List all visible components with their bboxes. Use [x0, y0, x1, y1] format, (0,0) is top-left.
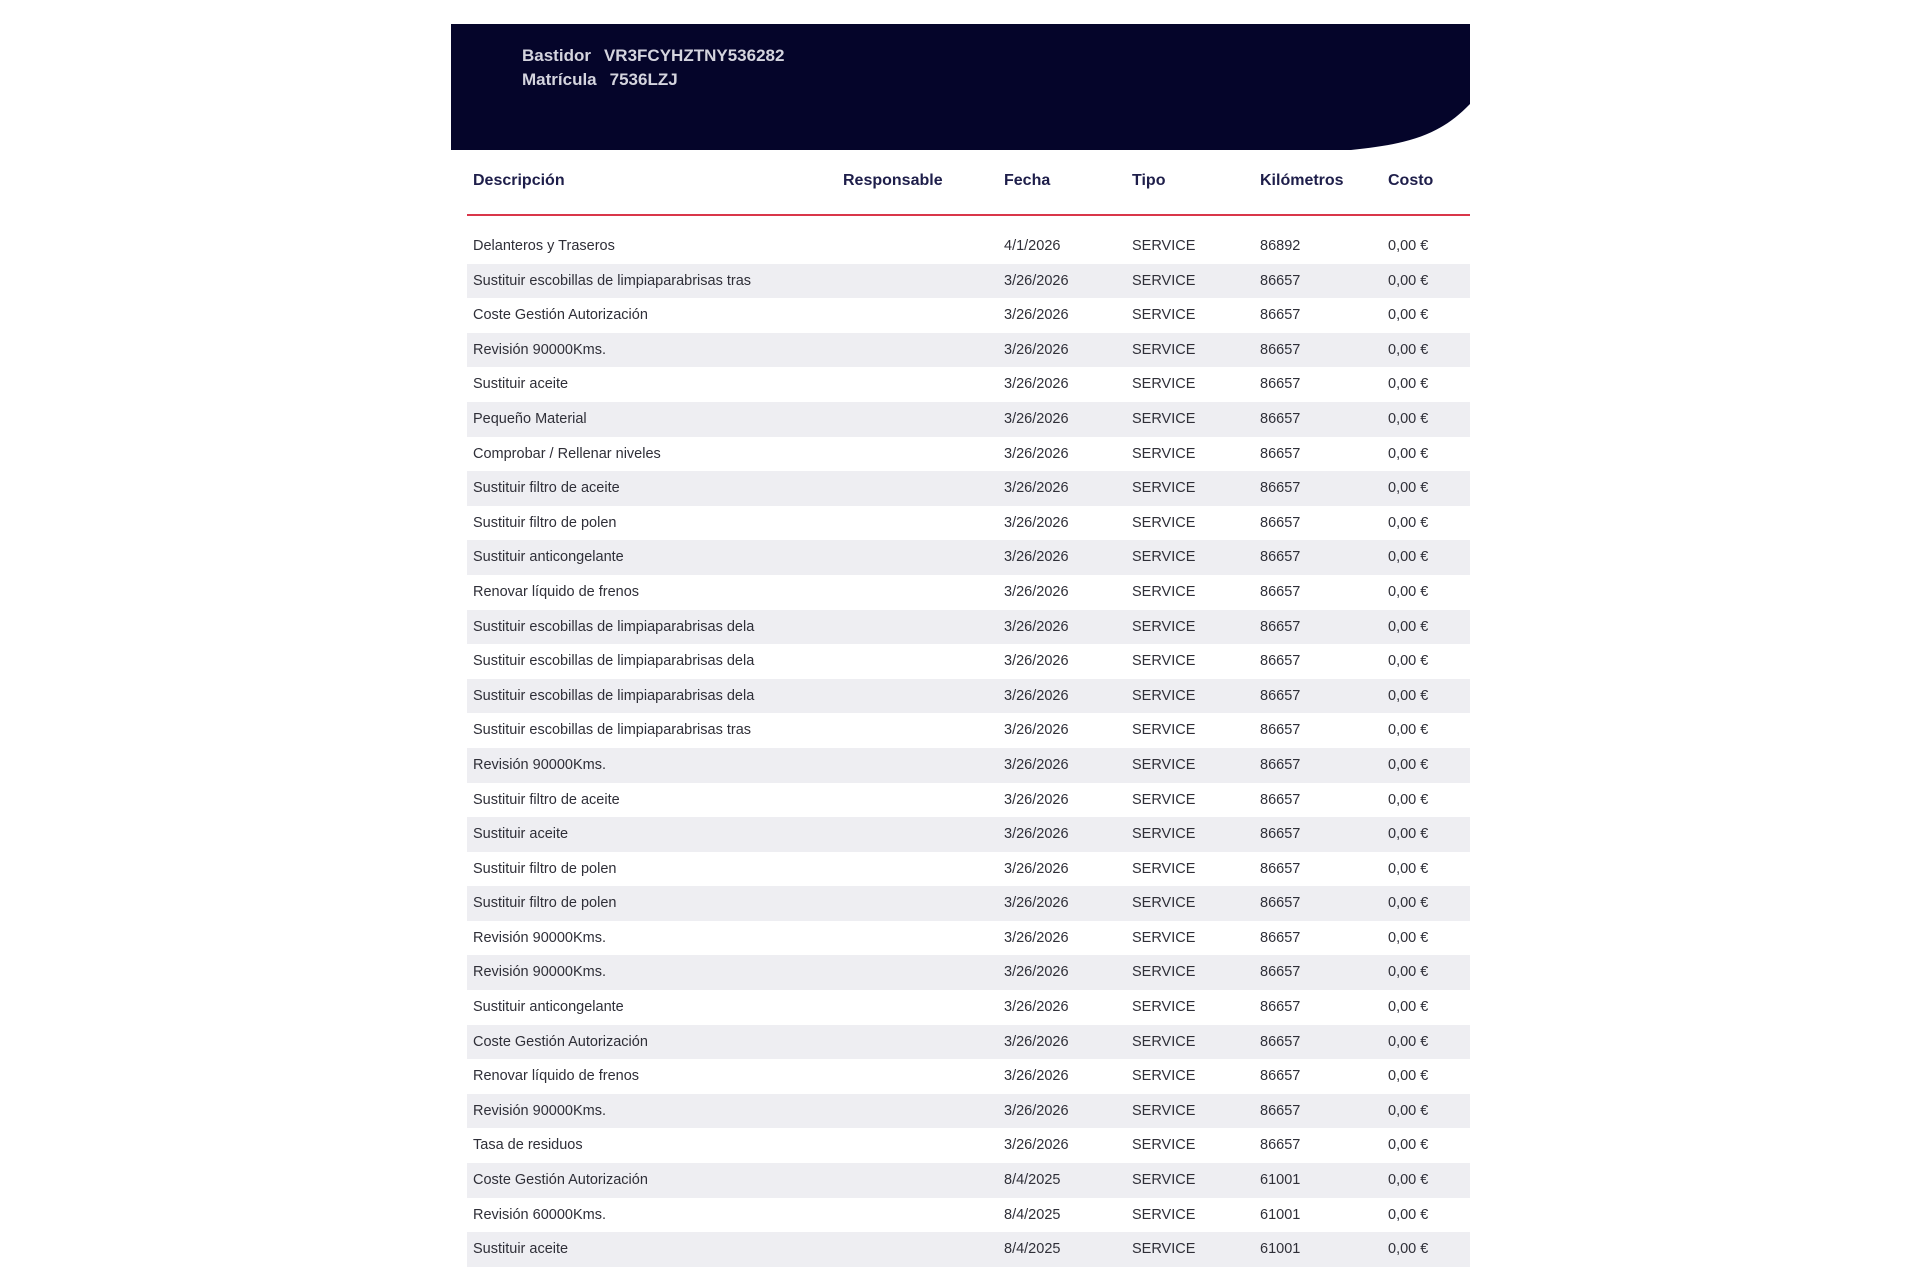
column-header-tipo: Tipo	[1132, 172, 1166, 189]
cell-fecha: 8/4/2025	[1004, 1206, 1061, 1223]
cell-fecha: 3/26/2026	[1004, 341, 1069, 358]
cell-fecha: 3/26/2026	[1004, 445, 1069, 462]
cell-descripcion: Sustituir escobillas de limpiaparabrisas tras	[473, 722, 752, 739]
cell-fecha: 3/26/2026	[1004, 929, 1069, 946]
cell-kilometros: 86657	[1260, 999, 1301, 1016]
cell-tipo: SERVICE	[1132, 1102, 1196, 1119]
cell-kilometros: 86657	[1260, 756, 1301, 773]
cell-descripcion: Sustituir escobillas de limpiaparabrisas dela	[473, 653, 755, 670]
cell-descripcion: Revisión 90000Kms.	[473, 964, 606, 981]
cell-costo: 0,00 €	[1388, 341, 1429, 358]
cell-kilometros: 86657	[1260, 791, 1301, 808]
cell-tipo: SERVICE	[1132, 549, 1196, 566]
cell-descripcion: Sustituir escobillas de limpiaparabrisas tras	[473, 272, 752, 289]
cell-costo: 0,00 €	[1388, 1137, 1429, 1154]
bastidor-label: Bastidor	[522, 46, 591, 65]
cell-kilometros: 86657	[1260, 480, 1301, 497]
cell-descripcion: Revisión 90000Kms.	[473, 1102, 606, 1119]
cell-tipo: SERVICE	[1132, 999, 1196, 1016]
cell-fecha: 3/26/2026	[1004, 583, 1069, 600]
cell-costo: 0,00 €	[1388, 929, 1429, 946]
cell-tipo: SERVICE	[1132, 687, 1196, 704]
cell-descripcion: Coste Gestión Autorización	[473, 1033, 648, 1050]
header-divider	[467, 214, 1470, 216]
column-header-fecha: Fecha	[1004, 172, 1051, 189]
cell-fecha: 3/26/2026	[1004, 687, 1069, 704]
cell-tipo: SERVICE	[1132, 929, 1196, 946]
cell-kilometros: 61001	[1260, 1206, 1301, 1223]
cell-fecha: 3/26/2026	[1004, 1137, 1069, 1154]
cell-descripcion: Sustituir escobillas de limpiaparabrisas dela	[473, 618, 755, 635]
cell-kilometros: 61001	[1260, 1241, 1301, 1258]
cell-costo: 0,00 €	[1388, 1068, 1429, 1085]
cell-costo: 0,00 €	[1388, 687, 1429, 704]
table-row	[467, 1232, 1470, 1267]
cell-kilometros: 86657	[1260, 618, 1301, 635]
cell-descripcion: Revisión 60000Kms.	[473, 1206, 606, 1223]
cell-fecha: 3/26/2026	[1004, 514, 1069, 531]
table-row	[467, 540, 1470, 575]
cell-tipo: SERVICE	[1132, 1137, 1196, 1154]
cell-descripcion: Tasa de residuos	[473, 1137, 583, 1154]
cell-tipo: SERVICE	[1132, 618, 1196, 635]
cell-tipo: SERVICE	[1132, 445, 1196, 462]
cell-costo: 0,00 €	[1388, 583, 1429, 600]
table-row	[467, 367, 1470, 402]
column-header-costo: Costo	[1388, 172, 1434, 189]
cell-fecha: 8/4/2025	[1004, 1172, 1061, 1189]
cell-fecha: 3/26/2026	[1004, 410, 1069, 427]
cell-tipo: SERVICE	[1132, 272, 1196, 289]
cell-costo: 0,00 €	[1388, 445, 1429, 462]
cell-kilometros: 86657	[1260, 549, 1301, 566]
cell-descripcion: Delanteros y Traseros	[473, 238, 615, 254]
cell-fecha: 3/26/2026	[1004, 1068, 1069, 1085]
cell-kilometros: 86657	[1260, 445, 1301, 462]
cell-kilometros: 61001	[1260, 1172, 1301, 1189]
cell-descripcion: Revisión 90000Kms.	[473, 756, 606, 773]
cell-fecha: 3/26/2026	[1004, 722, 1069, 739]
cell-costo: 0,00 €	[1388, 1241, 1429, 1258]
cell-kilometros: 86657	[1260, 1137, 1301, 1154]
table-row	[467, 644, 1470, 679]
matricula-value: 7536LZJ	[609, 70, 678, 89]
cell-costo: 0,00 €	[1388, 410, 1429, 427]
cell-costo: 0,00 €	[1388, 376, 1429, 393]
vehicle-info	[522, 44, 784, 92]
table-row	[467, 610, 1470, 645]
cell-tipo: SERVICE	[1132, 860, 1196, 877]
cell-tipo: SERVICE	[1132, 410, 1196, 427]
cell-descripcion: Sustituir aceite	[473, 1241, 569, 1258]
cell-descripcion: Sustituir anticongelante	[473, 549, 624, 566]
column-header-responsable: Responsable	[843, 172, 943, 189]
table-row	[467, 1059, 1470, 1094]
cell-fecha: 3/26/2026	[1004, 860, 1069, 877]
table-row	[467, 471, 1470, 506]
cell-kilometros: 86657	[1260, 826, 1301, 843]
cell-costo: 0,00 €	[1388, 238, 1429, 254]
cell-costo: 0,00 €	[1388, 791, 1429, 808]
cell-costo: 0,00 €	[1388, 756, 1429, 773]
cell-descripcion: Sustituir anticongelante	[473, 999, 624, 1016]
matricula-row	[522, 68, 784, 92]
cell-costo: 0,00 €	[1388, 618, 1429, 635]
table-row	[467, 679, 1470, 714]
cell-fecha: 3/26/2026	[1004, 895, 1069, 912]
cell-descripcion: Sustituir filtro de aceite	[473, 480, 620, 497]
cell-fecha: 3/26/2026	[1004, 999, 1069, 1016]
cell-tipo: SERVICE	[1132, 826, 1196, 843]
cell-descripcion: Sustituir filtro de polen	[473, 514, 617, 531]
table-row	[467, 1128, 1470, 1163]
cell-kilometros: 86892	[1260, 238, 1301, 254]
cell-kilometros: 86657	[1260, 376, 1301, 393]
cell-kilometros: 86657	[1260, 1033, 1301, 1050]
cell-tipo: SERVICE	[1132, 1241, 1196, 1258]
cell-fecha: 3/26/2026	[1004, 826, 1069, 843]
cell-fecha: 3/26/2026	[1004, 480, 1069, 497]
table-row	[467, 748, 1470, 783]
cell-kilometros: 86657	[1260, 272, 1301, 289]
cell-descripcion: Sustituir filtro de aceite	[473, 791, 620, 808]
cell-costo: 0,00 €	[1388, 1206, 1429, 1223]
cell-fecha: 3/26/2026	[1004, 307, 1069, 324]
cell-fecha: 3/26/2026	[1004, 618, 1069, 635]
table-row	[467, 886, 1470, 921]
table-row	[467, 333, 1470, 368]
table-row	[467, 1094, 1470, 1129]
cell-descripcion: Revisión 90000Kms.	[473, 929, 606, 946]
cell-costo: 0,00 €	[1388, 480, 1429, 497]
bastidor-row	[522, 44, 784, 68]
cell-fecha: 3/26/2026	[1004, 964, 1069, 981]
cell-costo: 0,00 €	[1388, 1033, 1429, 1050]
cell-tipo: SERVICE	[1132, 653, 1196, 670]
cell-descripcion: Renovar líquido de frenos	[473, 583, 640, 600]
table-row	[467, 1025, 1470, 1060]
cell-costo: 0,00 €	[1388, 999, 1429, 1016]
cell-tipo: SERVICE	[1132, 376, 1196, 393]
cell-tipo: SERVICE	[1132, 895, 1196, 912]
cell-descripcion: Sustituir escobillas de limpiaparabrisas dela	[473, 687, 755, 704]
cell-fecha: 3/26/2026	[1004, 549, 1069, 566]
cell-kilometros: 86657	[1260, 1068, 1301, 1085]
cell-costo: 0,00 €	[1388, 1102, 1429, 1119]
table-row	[467, 437, 1470, 472]
cell-descripcion: Renovar líquido de frenos	[473, 1068, 640, 1085]
cell-kilometros: 86657	[1260, 722, 1301, 739]
table-row	[467, 506, 1470, 541]
cell-tipo: SERVICE	[1132, 1033, 1196, 1050]
cell-fecha: 8/4/2025	[1004, 1241, 1061, 1258]
table-row	[467, 990, 1470, 1025]
table-row	[467, 783, 1470, 818]
cell-costo: 0,00 €	[1388, 895, 1429, 912]
cell-descripcion: Sustituir filtro de polen	[473, 860, 617, 877]
cell-descripcion: Revisión 90000Kms.	[473, 341, 606, 358]
table-row	[467, 713, 1470, 748]
cell-tipo: SERVICE	[1132, 514, 1196, 531]
table-row	[467, 852, 1470, 887]
cell-descripcion: Sustituir filtro de polen	[473, 895, 617, 912]
cell-tipo: SERVICE	[1132, 964, 1196, 981]
cell-tipo: SERVICE	[1132, 341, 1196, 358]
cell-tipo: SERVICE	[1132, 756, 1196, 773]
cell-tipo: SERVICE	[1132, 480, 1196, 497]
cell-tipo: SERVICE	[1132, 1068, 1196, 1085]
cell-tipo: SERVICE	[1132, 1172, 1196, 1189]
cell-tipo: SERVICE	[1132, 583, 1196, 600]
table-row	[467, 229, 1470, 264]
table-row	[467, 1198, 1470, 1233]
cell-kilometros: 86657	[1260, 583, 1301, 600]
cell-kilometros: 86657	[1260, 687, 1301, 704]
cell-descripcion: Sustituir aceite	[473, 826, 569, 843]
cell-tipo: SERVICE	[1132, 238, 1196, 254]
cell-tipo: SERVICE	[1132, 722, 1196, 739]
table-row	[467, 955, 1470, 990]
cell-kilometros: 86657	[1260, 860, 1301, 877]
cell-tipo: SERVICE	[1132, 1206, 1196, 1223]
matricula-label: Matrícula	[522, 70, 597, 89]
cell-fecha: 3/26/2026	[1004, 1033, 1069, 1050]
cell-costo: 0,00 €	[1388, 272, 1429, 289]
cell-costo: 0,00 €	[1388, 549, 1429, 566]
cell-tipo: SERVICE	[1132, 307, 1196, 324]
cell-descripcion: Coste Gestión Autorización	[473, 307, 648, 324]
service-history-table	[467, 229, 1470, 1267]
table-row	[467, 1163, 1470, 1198]
cell-costo: 0,00 €	[1388, 722, 1429, 739]
table-row	[467, 817, 1470, 852]
cell-fecha: 3/26/2026	[1004, 756, 1069, 773]
cell-tipo: SERVICE	[1132, 791, 1196, 808]
cell-fecha: 3/26/2026	[1004, 1102, 1069, 1119]
cell-costo: 0,00 €	[1388, 1172, 1429, 1189]
table-row	[467, 298, 1470, 333]
cell-descripcion: Pequeño Material	[473, 410, 587, 427]
cell-fecha: 4/1/2026	[1004, 238, 1061, 254]
cell-costo: 0,00 €	[1388, 826, 1429, 843]
cell-fecha: 3/26/2026	[1004, 791, 1069, 808]
cell-kilometros: 86657	[1260, 929, 1301, 946]
cell-descripcion: Coste Gestión Autorización	[473, 1172, 648, 1189]
table-row	[467, 402, 1470, 437]
cell-kilometros: 86657	[1260, 964, 1301, 981]
cell-kilometros: 86657	[1260, 410, 1301, 427]
vehicle-header-band	[451, 24, 1470, 150]
cell-descripcion: Comprobar / Rellenar niveles	[473, 445, 661, 462]
cell-kilometros: 86657	[1260, 307, 1301, 324]
table-row	[467, 921, 1470, 956]
cell-kilometros: 86657	[1260, 895, 1301, 912]
cell-costo: 0,00 €	[1388, 860, 1429, 877]
cell-kilometros: 86657	[1260, 1102, 1301, 1119]
cell-kilometros: 86657	[1260, 653, 1301, 670]
column-header-descripcion: Descripción	[473, 172, 565, 189]
table-row	[467, 264, 1470, 299]
cell-costo: 0,00 €	[1388, 307, 1429, 324]
column-header-kilometros: Kilómetros	[1260, 172, 1344, 189]
table-row	[467, 575, 1470, 610]
cell-kilometros: 86657	[1260, 514, 1301, 531]
cell-costo: 0,00 €	[1388, 964, 1429, 981]
cell-fecha: 3/26/2026	[1004, 653, 1069, 670]
cell-fecha: 3/26/2026	[1004, 376, 1069, 393]
cell-kilometros: 86657	[1260, 341, 1301, 358]
cell-costo: 0,00 €	[1388, 653, 1429, 670]
bastidor-value: VR3FCYHZTNY536282	[603, 46, 785, 65]
cell-costo: 0,00 €	[1388, 514, 1429, 531]
cell-fecha: 3/26/2026	[1004, 272, 1069, 289]
cell-descripcion: Sustituir aceite	[473, 376, 569, 393]
